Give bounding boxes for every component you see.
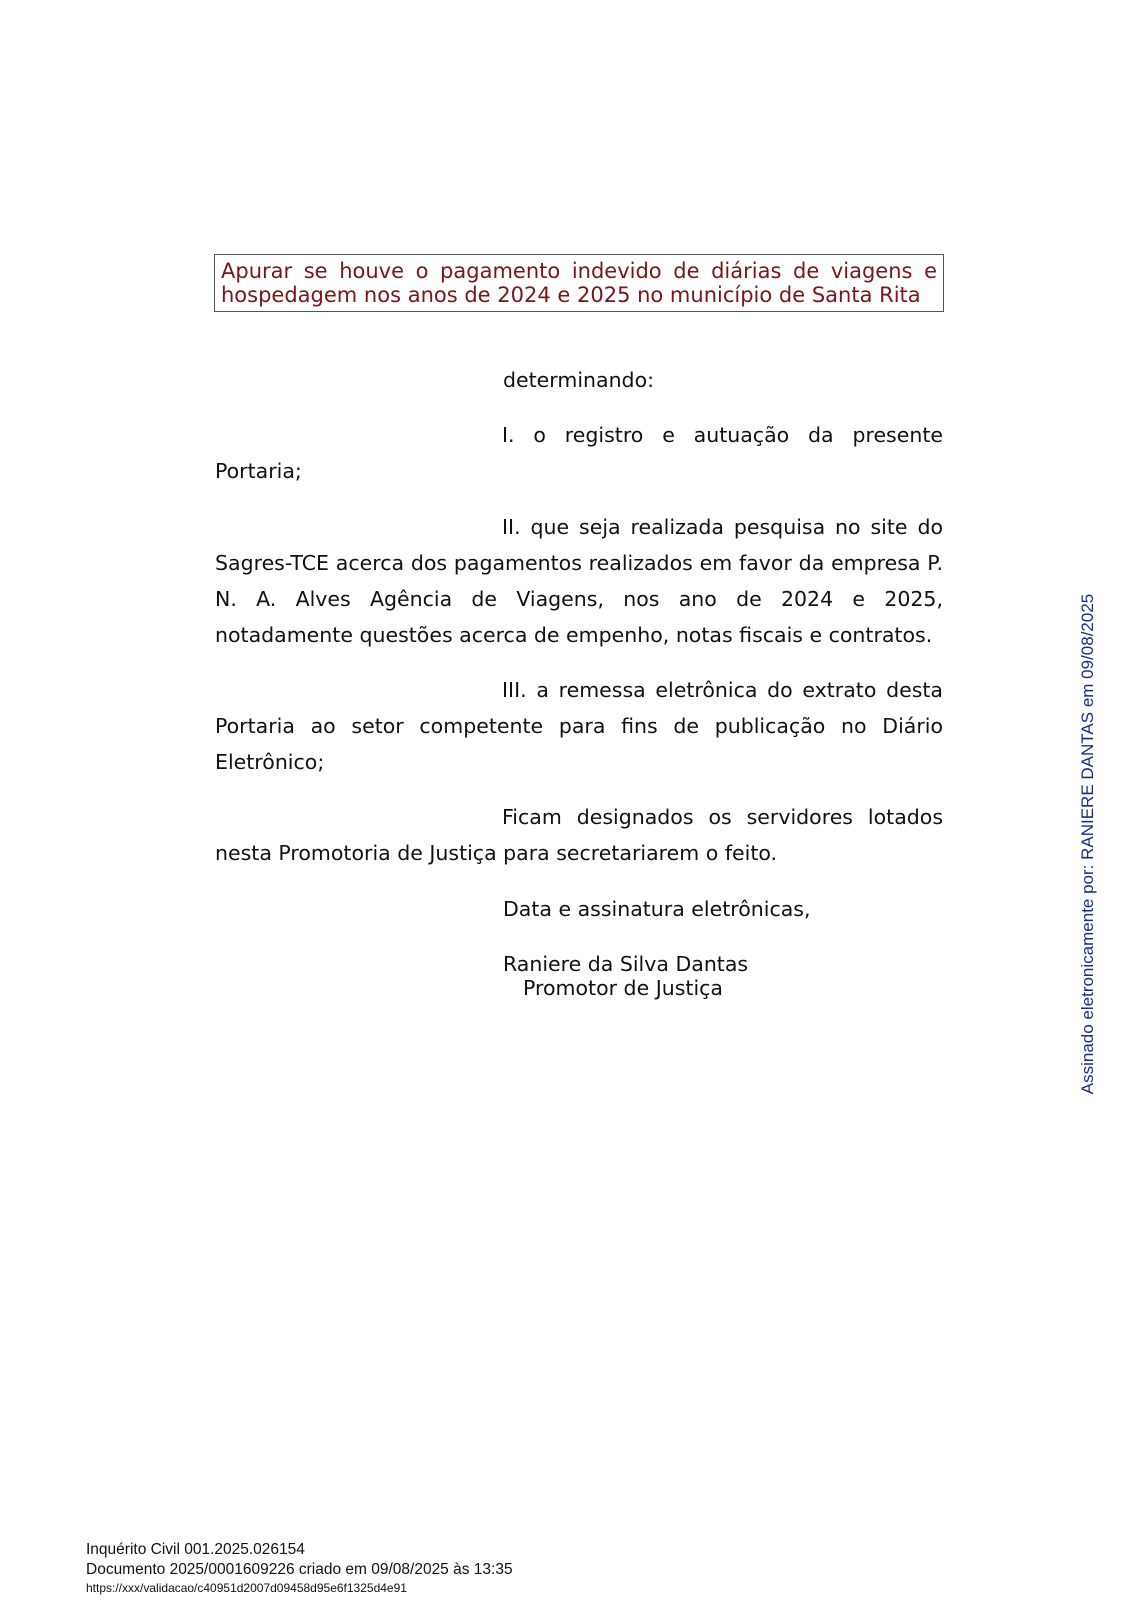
item-3-line-1: III. a remessa eletrônica do extrato desta [502, 678, 943, 702]
designation-line-2: nesta Promotoria de Justiça para secretariarem o feito. [215, 841, 778, 865]
item-2-line-1: II. que seja realizada pesquisa no site do [502, 515, 943, 539]
item-2-paragraph [215, 509, 943, 653]
footer-validation-url: https://xxx/validacao/c40951d2007d09458d95e6f1325d4e91 [86, 1581, 407, 1595]
subject-line-1: Apurar se houve o pagamento indevido de diárias de viagens e [221, 259, 937, 283]
item-3-line-2: Portaria ao setor competente para fins de publicação no Diário [215, 714, 943, 738]
footer-document-info: Documento 2025/0001609226 criado em 09/08/2025 às 13:35 [86, 1561, 513, 1578]
item-2-line-4: notadamente questões acerca de empenho, notas fiscais e contratos. [215, 623, 933, 647]
determining-text: determinando: [503, 368, 655, 392]
footer-case-number: Inquérito Civil 001.2025.026154 [86, 1541, 305, 1558]
electronic-signature-stamp: Assinado eletronicamente por: RANIERE DANTAS em 09/08/2025 [1078, 593, 1097, 1095]
date-signature-text: Data e assinatura eletrônicas, [503, 897, 811, 921]
item-3-paragraph [215, 672, 943, 780]
subject-box [214, 254, 944, 312]
signer-name: Raniere da Silva Dantas [503, 952, 749, 976]
item-1-paragraph [215, 417, 943, 489]
item-1-line-2: Portaria; [215, 459, 302, 483]
signer-title: Promotor de Justiça [523, 976, 723, 1000]
designation-line-1: Ficam designados os servidores lotados [502, 805, 943, 829]
designation-paragraph [215, 799, 943, 871]
subject-line-2: hospedagem nos anos de 2024 e 2025 no município de Santa Rita [221, 283, 921, 307]
item-1-line-1: I. o registro e autuação da presente [502, 423, 943, 447]
item-2-line-3: N. A. Alves Agência de Viagens, nos ano de 2024 e 2025, [215, 587, 943, 611]
item-2-line-2: Sagres-TCE acerca dos pagamentos realizados em favor da empresa P. [215, 551, 943, 575]
item-3-line-3: Eletrônico; [215, 750, 325, 774]
